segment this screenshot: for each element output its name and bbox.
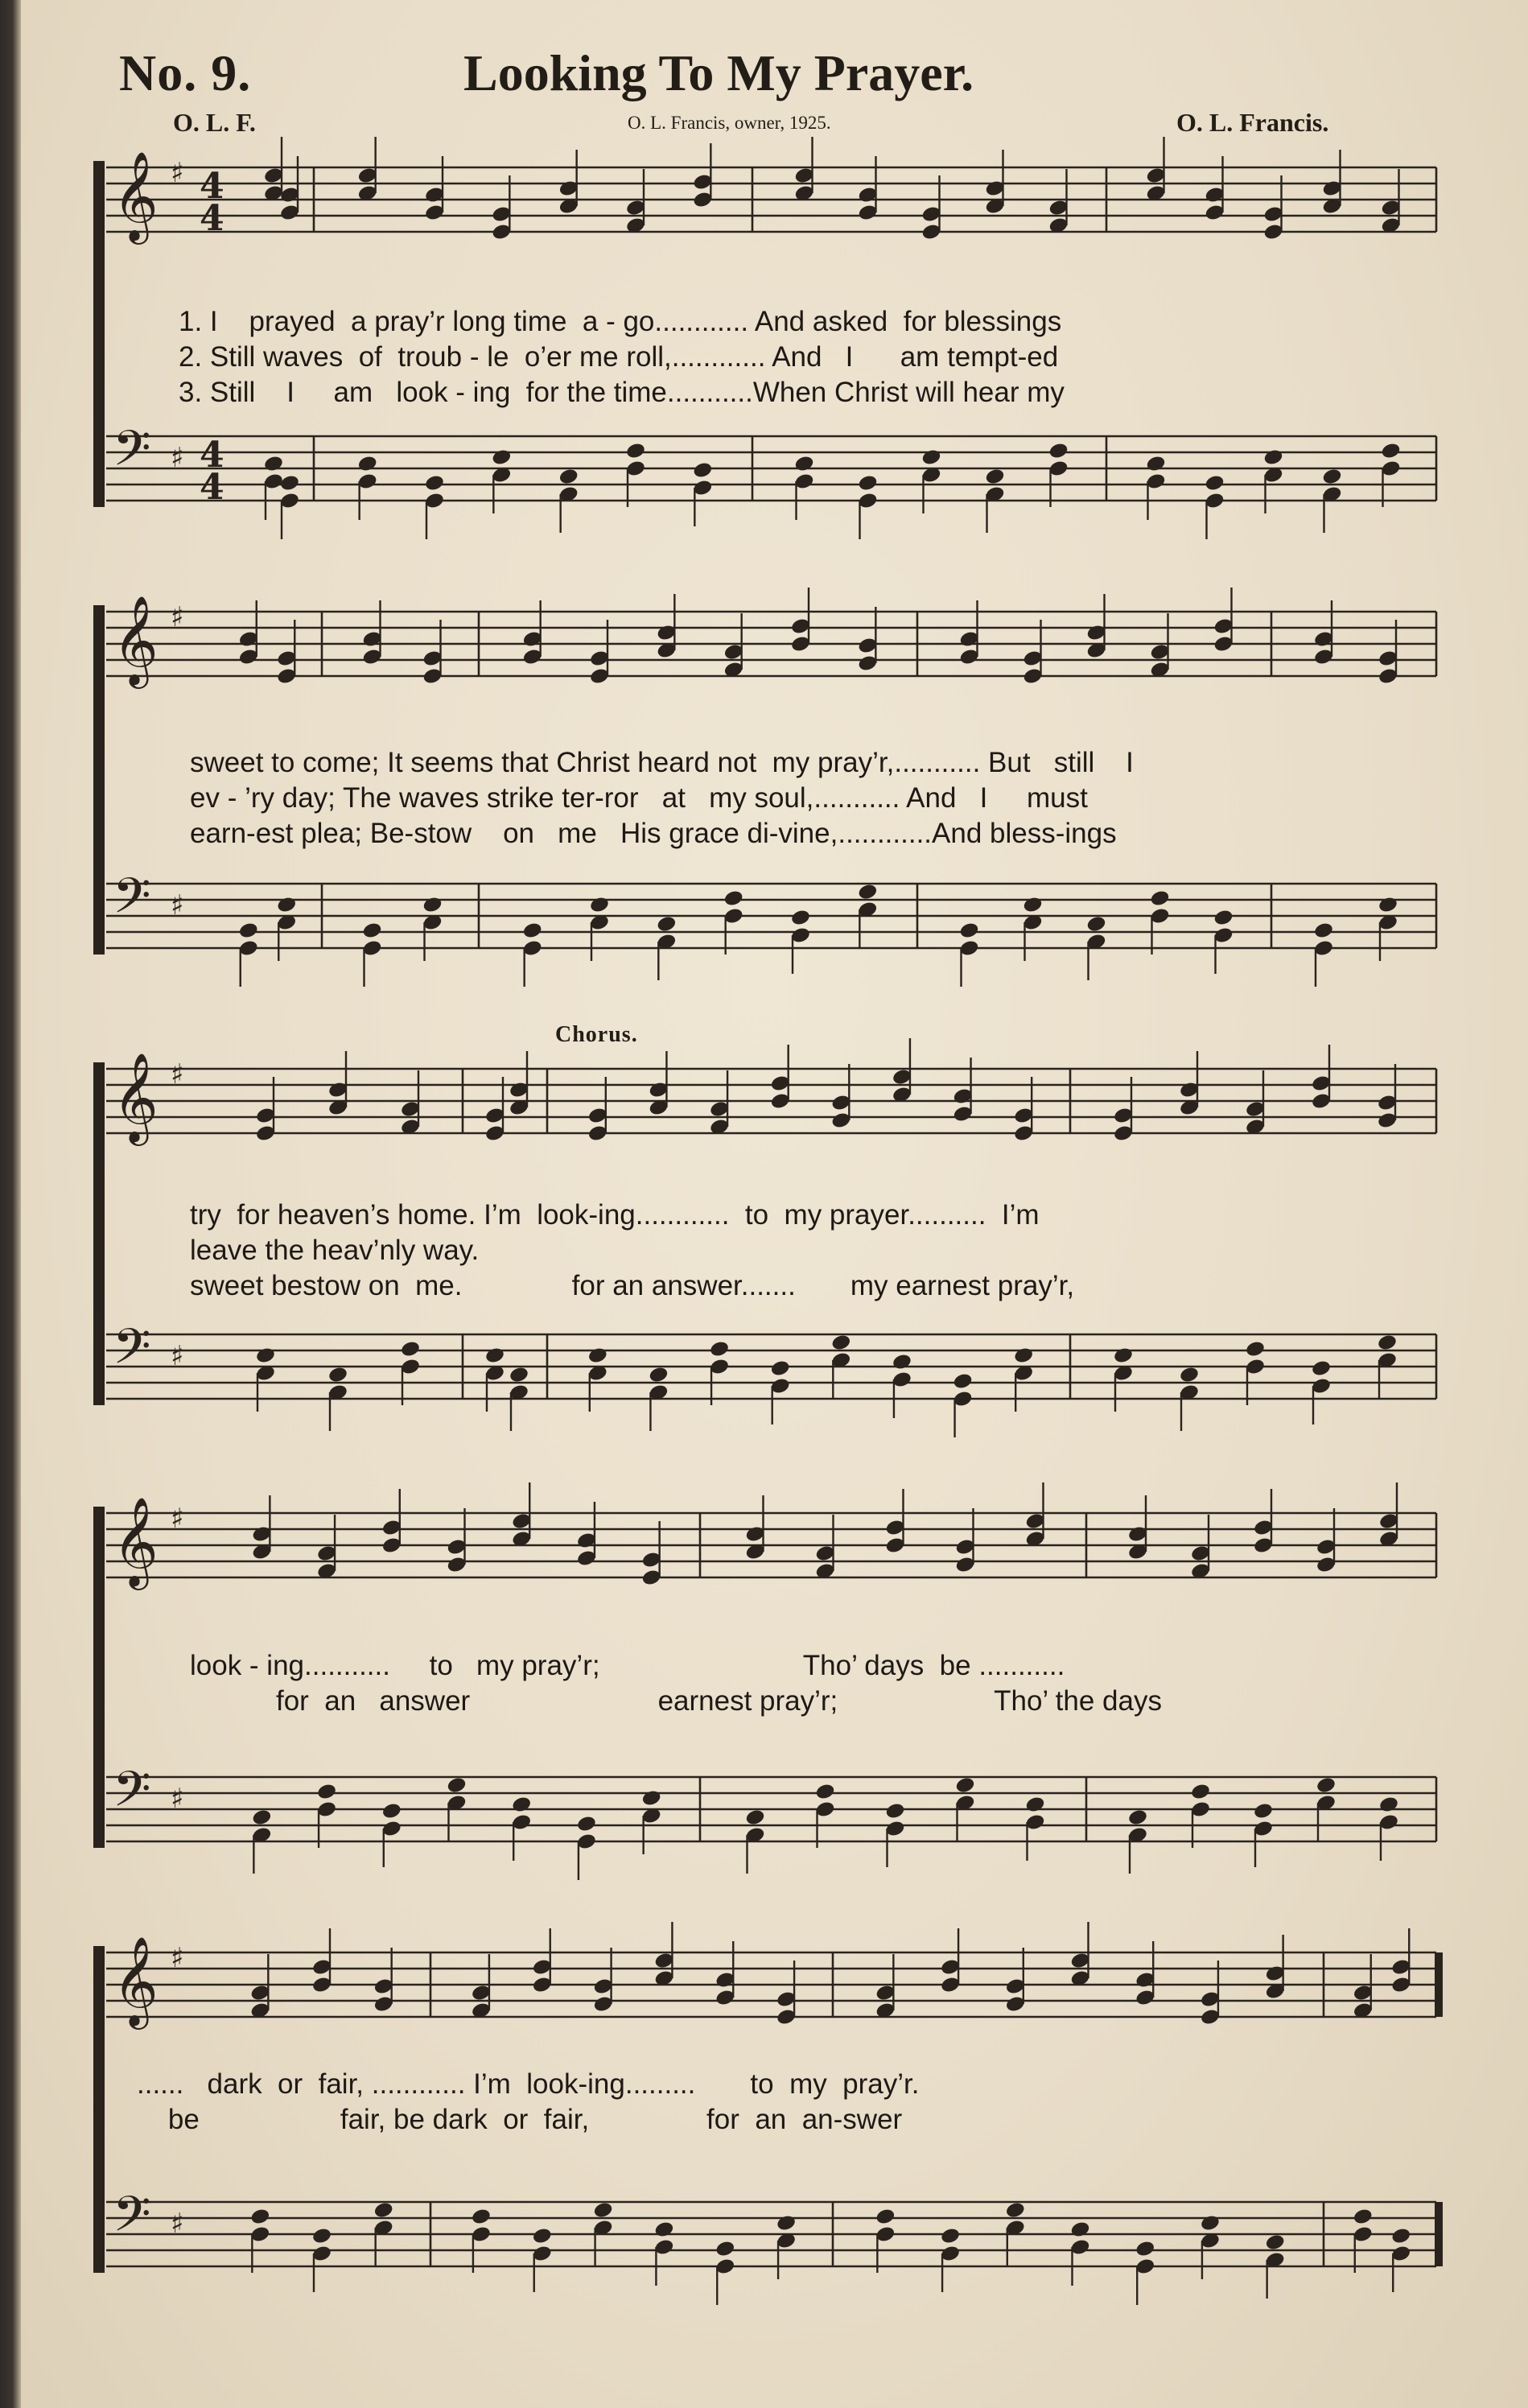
lyric-line: be fair, be dark or fair, for an an-swer: [137, 2104, 903, 2135]
note-head: [263, 455, 284, 473]
lyric-line: sweet bestow on me. for an answer....... my earnest pray’r,: [190, 1270, 1075, 1301]
note-head: [692, 461, 713, 480]
note-head: [1377, 1334, 1398, 1352]
note-head: [1069, 2220, 1090, 2239]
copyright-notice: O. L. Francis, owner, 1925.: [628, 113, 831, 133]
note-head: [276, 896, 297, 914]
note-head: [984, 468, 1005, 486]
note-head: [1380, 442, 1401, 460]
note-head: [249, 2208, 270, 2226]
lyric-line: leave the heav’nly way.: [190, 1235, 480, 1266]
lyric-line: ...... dark or fair, ............ I’m look-ing......... to my pray’r.: [137, 2068, 920, 2100]
note-head: [511, 1796, 532, 1814]
note-head: [1253, 1802, 1274, 1820]
note-head: [491, 448, 512, 467]
note-head: [1127, 1808, 1148, 1827]
lyric-line: 1. I prayed a pray’r long time a - go............ And asked for blessings: [179, 306, 1062, 337]
note-head: [814, 1783, 835, 1801]
note-head: [327, 1366, 348, 1384]
note-head: [446, 1776, 467, 1795]
note-head: [1245, 1340, 1266, 1359]
note-head: [593, 2201, 614, 2220]
key-signature-sharp: ♯: [171, 1503, 184, 1535]
lyric-line: look - ing........... to my pray’r; Tho’ days be ...........: [190, 1650, 1065, 1681]
system-bracket: [93, 1946, 105, 2273]
final-barline: [1435, 1952, 1443, 2017]
note-head: [1262, 448, 1283, 467]
treble-clef: 𝄞: [113, 1936, 159, 2026]
note-head: [1024, 1796, 1045, 1814]
note-head: [1378, 896, 1398, 914]
note-head: [958, 922, 979, 940]
treble-clef: 𝄞: [113, 150, 159, 241]
hymn-number: No. 9.: [119, 44, 252, 101]
note-head: [1005, 2201, 1026, 2220]
note-head: [311, 2227, 332, 2245]
bass-clef: 𝄢: [113, 1761, 151, 1830]
note-head: [857, 474, 878, 493]
note-head: [1013, 1346, 1034, 1365]
key-signature-sharp: ♯: [171, 442, 184, 474]
note-head: [641, 1789, 662, 1808]
note-head: [576, 1815, 597, 1833]
note-head: [1190, 1783, 1211, 1801]
note-head: [709, 1340, 730, 1359]
note-head: [770, 1359, 791, 1378]
note-head: [653, 2220, 674, 2239]
note-head: [1311, 1359, 1332, 1378]
note-head: [1265, 2233, 1286, 2252]
note-head: [424, 474, 445, 493]
lyric-line: 3. Still I am look - ing for the time...........When Christ will hear my: [179, 377, 1065, 408]
note-head: [255, 1346, 276, 1365]
note-head: [1390, 2227, 1411, 2245]
note-head: [522, 922, 543, 940]
note-head: [723, 889, 744, 908]
note-head: [400, 1340, 421, 1359]
time-signature: 4: [200, 435, 224, 476]
final-barline: [1435, 2202, 1443, 2266]
treble-clef: 𝄞: [113, 1496, 159, 1586]
system-bracket: [93, 605, 105, 955]
note-head: [1213, 909, 1234, 927]
note-head: [954, 1776, 975, 1795]
note-head: [830, 1334, 851, 1352]
note-head: [1179, 1366, 1200, 1384]
bass-clef: 𝄢: [113, 420, 151, 489]
key-signature-sharp: ♯: [171, 601, 184, 633]
note-head: [656, 915, 677, 934]
key-signature-sharp: ♯: [171, 2208, 184, 2240]
note-head: [793, 455, 814, 473]
note-head: [1313, 922, 1334, 940]
note-head: [1135, 2240, 1155, 2258]
treble-clef: 𝄞: [113, 1052, 159, 1142]
bass-clef: 𝄢: [113, 2186, 151, 2255]
lyric-line: try for heaven’s home. I’m look-ing............ to my prayer.......... I’m: [190, 1199, 1040, 1231]
note-head: [715, 2240, 735, 2258]
note-head: [316, 1783, 337, 1801]
lyric-line: earn-est plea; Be-stow on me His grace di-vine,............And bless-ings: [190, 818, 1117, 849]
bass-clef: 𝄢: [113, 868, 151, 937]
note-head: [884, 1802, 905, 1820]
lyric-line: sweet to come; It seems that Christ heard not my pray’r,........... But still I: [190, 747, 1134, 778]
note-head: [892, 1353, 912, 1371]
note-head: [875, 2208, 896, 2226]
note-head: [509, 1366, 529, 1384]
note-head: [279, 474, 300, 493]
key-signature-sharp: ♯: [171, 889, 184, 922]
note-head: [648, 1366, 669, 1384]
note-head: [1353, 2208, 1374, 2226]
note-head: [790, 909, 811, 927]
note-head: [471, 2208, 492, 2226]
note-head: [921, 448, 941, 467]
note-head: [940, 2227, 961, 2245]
note-head: [1048, 442, 1069, 460]
note-head: [558, 468, 579, 486]
note-head: [1113, 1346, 1134, 1365]
time-signature: 4: [200, 166, 224, 207]
note-head: [1200, 2214, 1221, 2233]
lyric-line: for an answer earnest pray’r; Tho’ the days: [190, 1685, 1162, 1717]
note-head: [1145, 455, 1166, 473]
hymn-title: Looking To My Prayer.: [463, 44, 974, 101]
key-signature-sharp: ♯: [171, 157, 184, 189]
key-signature-sharp: ♯: [171, 1942, 184, 1974]
note-head: [238, 922, 259, 940]
note-head: [1149, 889, 1170, 908]
note-head: [422, 896, 443, 914]
note-head: [1022, 896, 1043, 914]
system-bracket: [93, 161, 105, 507]
note-head: [952, 1372, 973, 1391]
note-head: [361, 922, 382, 940]
note-head: [744, 1808, 765, 1827]
note-head: [1316, 1776, 1336, 1795]
lyric-line: ev - ’ry day; The waves strike ter-ror at my soul,........... And I must: [190, 782, 1088, 814]
treble-clef: 𝄞: [113, 595, 159, 685]
note-head: [373, 2201, 394, 2220]
note-head: [484, 1346, 505, 1365]
note-head: [1378, 1796, 1399, 1814]
system-bracket: [93, 1062, 105, 1405]
note-head: [357, 455, 378, 473]
note-head: [587, 1346, 608, 1365]
note-head: [1321, 468, 1342, 486]
key-signature-sharp: ♯: [171, 1783, 184, 1815]
key-signature-sharp: ♯: [171, 1058, 184, 1091]
composer-credit: O. L. Francis.: [1176, 108, 1329, 137]
note-head: [1204, 474, 1225, 493]
note-head: [857, 883, 878, 901]
note-head: [776, 2214, 797, 2233]
note-head: [589, 896, 610, 914]
note-head: [251, 1808, 272, 1827]
time-signature: 4: [200, 198, 224, 239]
bass-clef: 𝄢: [113, 1318, 151, 1387]
note-head: [625, 442, 646, 460]
lyric-line: 2. Still waves of troub - le o’er me roll,............ And I am tempt-ed: [179, 341, 1059, 373]
time-signature: 4: [200, 467, 224, 508]
lyricist-credit: O. L. F.: [173, 108, 256, 137]
note-head: [532, 2227, 553, 2245]
system-bracket: [93, 1507, 105, 1848]
key-signature-sharp: ♯: [171, 1340, 184, 1372]
note-head: [381, 1802, 402, 1820]
chorus-label: Chorus.: [555, 1022, 638, 1047]
note-head: [1085, 915, 1106, 934]
